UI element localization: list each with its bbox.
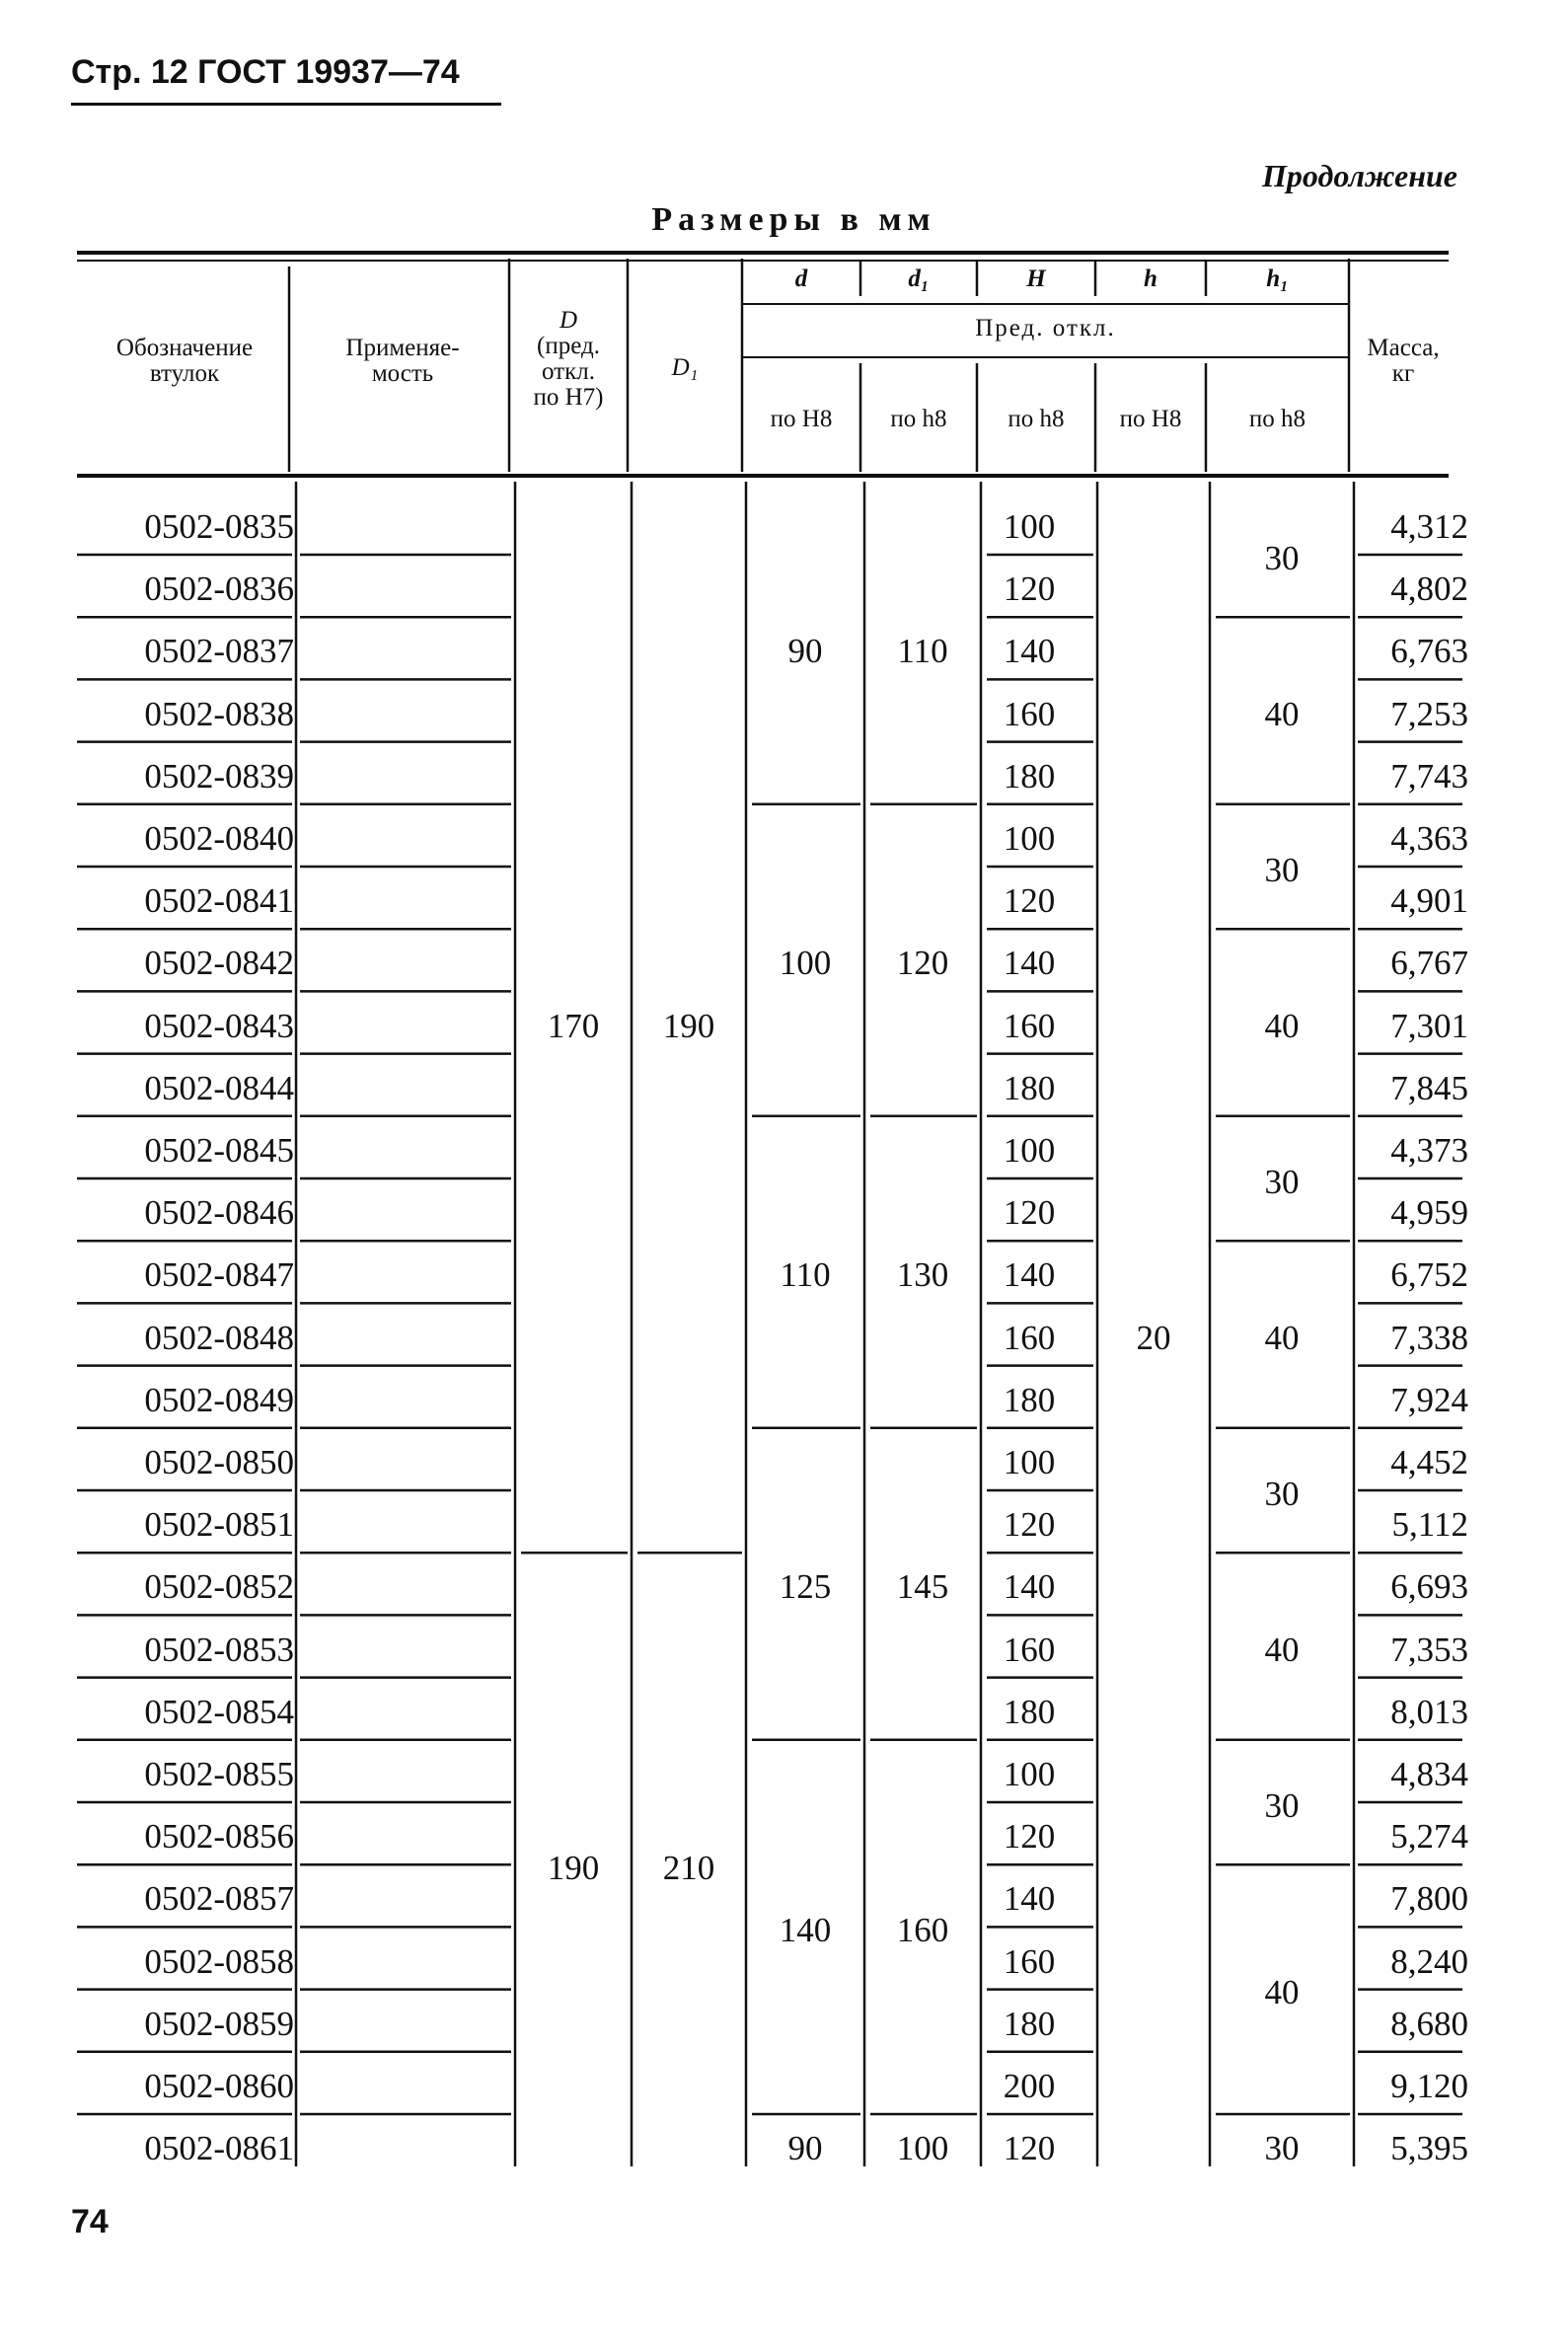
row-code: 0502-0836	[144, 569, 294, 609]
dimensions-note: Размеры в мм	[651, 201, 936, 238]
row-mass: 9,120	[1390, 2067, 1468, 2105]
merged-h1-value: 30	[1264, 1785, 1300, 1825]
row-mass: 4,959	[1390, 1193, 1468, 1233]
col-header-D-line3: откл.	[542, 358, 595, 385]
row-H-value: 160	[1003, 694, 1056, 733]
row-code: 0502-0846	[144, 1193, 294, 1233]
row-code: 0502-0841	[144, 881, 294, 921]
col-header-d1-tol: по h8	[890, 406, 947, 432]
col-header-h: h	[1144, 265, 1157, 292]
row-code: 0502-0840	[144, 819, 294, 858]
row-H-value: 120	[1003, 2129, 1056, 2168]
row-H-value: 120	[1003, 569, 1056, 609]
merged-D1-value: 190	[662, 1006, 715, 1045]
row-mass: 7,353	[1390, 1630, 1468, 1669]
merged-d1-value: 120	[896, 944, 949, 983]
row-code: 0502-0839	[144, 756, 294, 796]
merged-D-value: 170	[547, 1006, 600, 1045]
row-code: 0502-0861	[144, 2129, 294, 2168]
merged-d1-value: 100	[896, 2129, 949, 2168]
merged-d-value: 110	[780, 1255, 831, 1295]
row-mass: 4,373	[1390, 1131, 1468, 1170]
row-code: 0502-0857	[144, 1879, 294, 1919]
merged-h-value: 20	[1136, 1318, 1171, 1357]
merged-h1-value: 30	[1264, 850, 1300, 889]
row-mass: 4,834	[1390, 1755, 1468, 1793]
col-header-designation	[83, 336, 286, 387]
row-H-value: 200	[1003, 2067, 1056, 2105]
row-H-value: 180	[1003, 1692, 1056, 1731]
row-H-value: 160	[1003, 1318, 1056, 1357]
row-code: 0502-0848	[144, 1318, 294, 1357]
merged-d-value: 100	[779, 944, 832, 983]
merged-h1-value: 30	[1264, 2129, 1300, 2168]
row-mass: 7,301	[1390, 1006, 1468, 1045]
row-code: 0502-0853	[144, 1630, 294, 1669]
merged-D1-value: 210	[662, 1848, 715, 1887]
row-mass: 5,112	[1391, 1505, 1468, 1545]
row-code: 0502-0852	[144, 1567, 294, 1607]
continuation-label: Продолжение	[1262, 158, 1457, 193]
row-mass: 7,743	[1390, 756, 1468, 796]
row-mass: 7,800	[1390, 1879, 1468, 1919]
row-H-value: 100	[1003, 1131, 1056, 1170]
row-mass: 8,680	[1390, 2004, 1468, 2043]
merged-d-value: 125	[779, 1567, 832, 1607]
row-H-value: 140	[1003, 632, 1056, 671]
col-header-mass	[1349, 336, 1457, 387]
col-header-d1: d₁	[908, 265, 930, 292]
merged-h1-value: 30	[1264, 1474, 1300, 1513]
row-code: 0502-0856	[144, 1817, 294, 1857]
row-code: 0502-0844	[144, 1068, 294, 1107]
col-header-h1: h₁	[1266, 265, 1289, 292]
col-header-H-tol: по h8	[1008, 406, 1065, 432]
row-mass: 6,763	[1390, 632, 1468, 671]
col-header-designation-line1: Обозначение	[115, 335, 254, 361]
col-header-applicability-line2: мость	[371, 360, 434, 387]
row-H-value: 140	[1003, 1879, 1056, 1919]
row-H-value: 160	[1003, 1006, 1056, 1045]
row-H-value: 180	[1003, 1068, 1056, 1107]
col-header-D-line4: по H7)	[533, 384, 604, 411]
merged-d1-value: 145	[896, 1567, 949, 1607]
row-mass: 4,802	[1390, 569, 1468, 609]
row-mass: 8,013	[1390, 1692, 1468, 1731]
row-H-value: 140	[1003, 1255, 1056, 1295]
col-header-applicability	[296, 336, 509, 387]
row-code: 0502-0835	[144, 507, 294, 546]
row-H-value: 100	[1003, 1443, 1056, 1481]
page-header: Стр. 12 ГОСТ 19937—74	[71, 53, 460, 91]
page-number: 74	[71, 2203, 109, 2240]
col-header-h1-tol: по h8	[1248, 406, 1307, 432]
col-header-d-tol: по H8	[770, 406, 833, 432]
row-mass: 7,338	[1390, 1318, 1468, 1357]
row-H-value: 140	[1003, 944, 1056, 983]
merged-d1-value: 160	[896, 1911, 949, 1949]
merged-d-value: 140	[779, 1911, 832, 1949]
col-header-h-tol: по H8	[1119, 406, 1182, 432]
merged-h1-value: 40	[1264, 1318, 1300, 1357]
row-mass: 7,253	[1390, 694, 1468, 733]
merged-d-value: 90	[787, 2129, 823, 2168]
row-H-value: 120	[1003, 1817, 1056, 1857]
col-header-d: d	[794, 265, 808, 292]
row-H-value: 180	[1003, 756, 1056, 796]
merged-h1-value: 30	[1264, 538, 1300, 577]
row-H-value: 180	[1003, 2004, 1056, 2043]
row-mass: 7,924	[1390, 1380, 1468, 1419]
row-H-value: 140	[1003, 1567, 1056, 1607]
row-mass: 4,901	[1390, 881, 1468, 921]
row-H-value: 160	[1003, 1630, 1056, 1669]
row-mass: 6,767	[1390, 944, 1468, 983]
row-mass: 8,240	[1390, 1941, 1468, 1981]
row-mass: 5,274	[1390, 1817, 1468, 1857]
col-header-applicability-line1: Применяе-	[345, 335, 460, 361]
row-code: 0502-0850	[144, 1443, 294, 1481]
col-header-mass-line1: Масса,	[1367, 335, 1440, 361]
row-H-value: 100	[1003, 507, 1056, 546]
row-H-value: 100	[1003, 819, 1056, 858]
col-header-H: H	[1026, 265, 1046, 292]
row-mass: 4,363	[1390, 819, 1468, 858]
row-code: 0502-0849	[144, 1380, 294, 1419]
merged-d-value: 90	[787, 632, 823, 671]
row-mass: 5,395	[1390, 2129, 1468, 2168]
row-code: 0502-0855	[144, 1755, 294, 1793]
merged-D-value: 190	[547, 1848, 600, 1887]
row-H-value: 120	[1003, 1193, 1056, 1233]
row-H-value: 100	[1003, 1755, 1056, 1793]
col-header-D-symbol: D	[559, 307, 578, 334]
row-code: 0502-0858	[144, 1941, 294, 1981]
row-mass: 7,845	[1390, 1068, 1468, 1107]
row-H-value: 180	[1003, 1380, 1056, 1419]
merged-h1-value: 40	[1264, 1973, 1300, 2012]
row-code: 0502-0837	[144, 632, 294, 671]
merged-h1-value: 40	[1264, 694, 1300, 733]
merged-h1-value: 30	[1264, 1162, 1300, 1201]
row-H-value: 160	[1003, 1941, 1056, 1981]
merged-h1-value: 40	[1264, 1630, 1300, 1669]
row-code: 0502-0851	[144, 1505, 294, 1545]
row-mass: 6,752	[1390, 1255, 1468, 1295]
row-mass: 4,312	[1390, 507, 1468, 546]
row-code: 0502-0838	[144, 694, 294, 733]
merged-h1-value: 40	[1264, 1006, 1300, 1045]
row-H-value: 120	[1003, 881, 1056, 921]
row-code: 0502-0860	[144, 2067, 294, 2105]
col-header-designation-line2: втулок	[149, 360, 220, 387]
row-mass: 4,452	[1390, 1443, 1468, 1481]
row-code: 0502-0845	[144, 1131, 294, 1170]
merged-d1-value: 130	[896, 1255, 949, 1295]
row-code: 0502-0854	[144, 1692, 294, 1731]
col-header-D1: D₁	[671, 354, 699, 381]
row-code: 0502-0843	[144, 1006, 294, 1045]
row-code: 0502-0859	[144, 2004, 294, 2043]
col-header-tolerance-group: Пред. откл.	[975, 315, 1116, 341]
row-code: 0502-0842	[144, 944, 294, 983]
merged-d1-value: 110	[897, 632, 948, 671]
row-H-value: 120	[1003, 1505, 1056, 1545]
col-header-mass-line2: кг	[1391, 360, 1415, 387]
row-code: 0502-0847	[144, 1255, 294, 1295]
col-header-D	[509, 308, 628, 411]
row-mass: 6,693	[1390, 1567, 1468, 1607]
col-header-D-line2: (пред.	[537, 333, 600, 359]
